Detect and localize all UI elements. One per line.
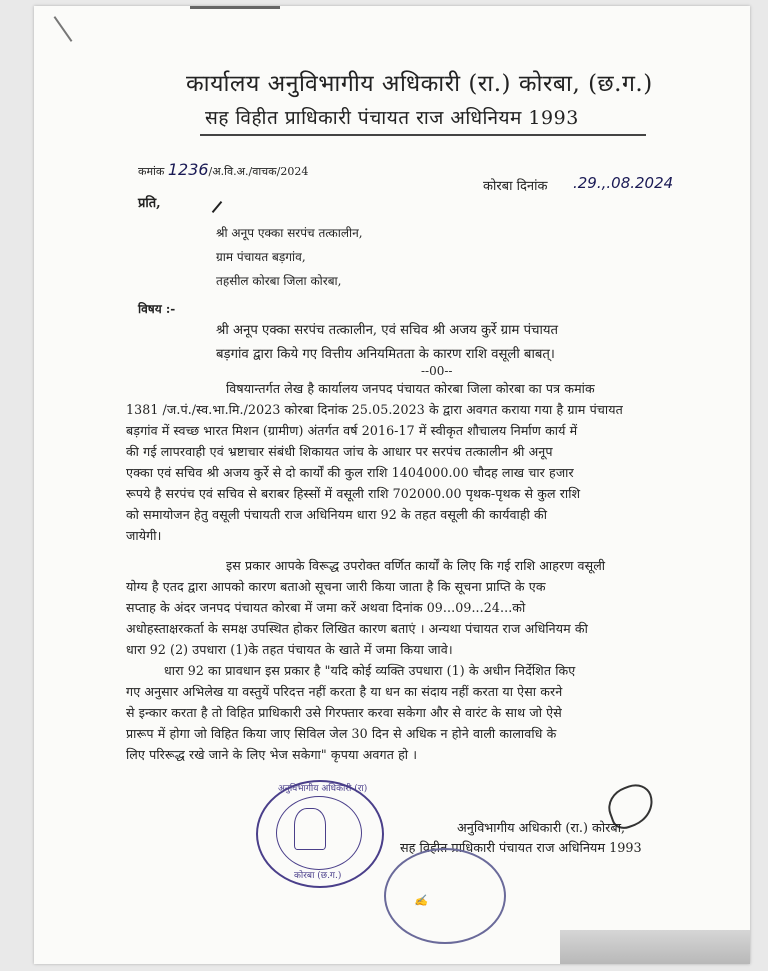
body-line: बड़गांव में स्वच्छ भारत मिशन (ग्रामीण) अंतर्गत वर्ष 2016-17 में स्वीकृत शौचालय निर्माण कार्य में: [126, 423, 578, 438]
seal-bottom-text: कोरबा (छ.ग.): [294, 871, 342, 881]
subject-line: बड़गांव द्वारा किये गए वित्तीय अनियमितता के कारण राशि वसूली बाबत्।: [216, 347, 555, 362]
body-line: अधोहस्ताक्षरकर्ता के समक्ष उपस्थित होकर लिखित कारण बताएं । अन्यथा पंचायत राज अधिनियम की: [126, 621, 588, 636]
to-label: प्रति,: [138, 196, 161, 211]
authority-subtitle: सह विहीत प्राधिकारी पंचायत राज अधिनियम 1993: [205, 107, 579, 129]
scan-edge-shadow: [560, 930, 750, 964]
body-line: इस प्रकार आपके विरूद्ध उपरोक्त वर्णित कार्यों के लिए कि गई राशि आहरण वसूली: [226, 558, 606, 573]
secondary-stamp: [384, 848, 506, 944]
reference-number: [138, 160, 308, 179]
subject-label: विषय :-: [138, 302, 176, 316]
body-line: योग्य है एतद द्वारा आपको कारण बताओ सूचना जारी किया जाता है कि सूचना प्राप्ति के एक: [126, 579, 546, 594]
date-value: .29.,.08.2024: [573, 174, 674, 192]
body-line: जायेगी।: [126, 528, 162, 543]
signatory-designation: अनुविभागीय अधिकारी (रा.) कोरबा,: [457, 821, 626, 836]
seal-top-text: अनुविभागीय अधिकारी (रा): [278, 784, 368, 794]
reference-handwritten-number: 1236: [167, 160, 209, 179]
national-emblem-icon: [294, 808, 326, 850]
body-line: सप्ताह के अंदर जनपद पंचायत कोरबा में जमा करें अथवा दिनांक 09...09...24...को: [126, 600, 526, 615]
body-line: विषयान्तर्गत लेख है कार्यालय जनपद पंचायत कोरबा जिला कोरबा का पत्र कमांक: [226, 381, 595, 396]
body-line: लिए परिरूद्ध रखे जाने के लिए भेज सकेगा" कृपया अवगत हो ।: [126, 747, 418, 762]
body-line: एक्का एवं सचिव श्री अजय कुर्रे से दो कार्यों की कुल राशि 1404000.00 चौदह लाख चार हजार: [126, 465, 574, 480]
header-underline: [200, 134, 646, 136]
signatory-authority: सह विहीत प्राधिकारी पंचायत राज अधिनियम 1993: [400, 841, 642, 856]
body-line: धारा 92 (2) उपधारा (1)के तहत पंचायत के खाते में जमा किया जावे।: [126, 642, 453, 657]
body-line: से इन्कार करता है तो विहित प्राधिकारी उसे गिरफ्तार करवा सकेगा और से वारंट के साथ जो ऐसे: [126, 705, 562, 720]
body-line: की गई लापरवाही एवं भ्रष्टाचार संबंधी शिकायत जांच के आधार पर सरपंच तत्कालीन श्री अनूप: [126, 444, 553, 459]
body-line: को समायोजन हेतु वसूली पंचायती राज अधिनियम धारा 92 के तहत वसूली की कार्यवाही की: [126, 507, 548, 522]
body-line: 1381 /ज.पं./स्व.भा.मि./2023 कोरबा दिनांक 25.05.2023 के द्वारा अवगत कराया गया है ग्राम पंचायत: [126, 402, 623, 417]
recipient-line: तहसील कोरबा जिला कोरबा,: [216, 274, 342, 288]
separator: --00--: [421, 364, 453, 378]
body-line: प्रारूप में होगा जो विहित किया जाए सिविल जेल 30 दिन से अधिक न होने वाली कालावधि के: [126, 726, 557, 741]
body-line: रूपये है सरपंच एवं सचिव से बराबर हिस्सों में वसूली राशि 702000.00 पृथक-पृथक से कुल राशि: [126, 486, 581, 501]
date-label: कोरबा दिनांक: [483, 179, 548, 194]
body-line: गए अनुसार अभिलेख या वस्तुयें परिदत्त नहीं करता है या धन का संदाय नहीं करता या ऐसा करने: [126, 684, 563, 699]
recipient-line: श्री अनूप एक्का सरपंच तत्कालीन,: [216, 226, 363, 240]
stamp-signature: ✍: [414, 894, 428, 907]
body-line: धारा 92 का प्रावधान इस प्रकार है "यदि कोई व्यक्ति उपधारा (1) के अधीन निर्देशित किए: [164, 663, 576, 678]
reference-suffix: /अ.वि.अ./वाचक/2024: [208, 165, 309, 178]
official-seal: [256, 780, 384, 888]
subject-line: श्री अनूप एक्का सरपंच तत्कालीन, एवं सचिव श्री अजय कुर्रे ग्राम पंचायत: [216, 323, 559, 338]
reference-prefix: कमांक: [138, 165, 165, 178]
recipient-line: ग्राम पंचायत बड़गांव,: [216, 250, 306, 264]
top-edge-mark: [190, 6, 280, 9]
office-title: कार्यालय अनुविभागीय अधिकारी (रा.) कोरबा, (छ.ग.): [186, 71, 653, 97]
